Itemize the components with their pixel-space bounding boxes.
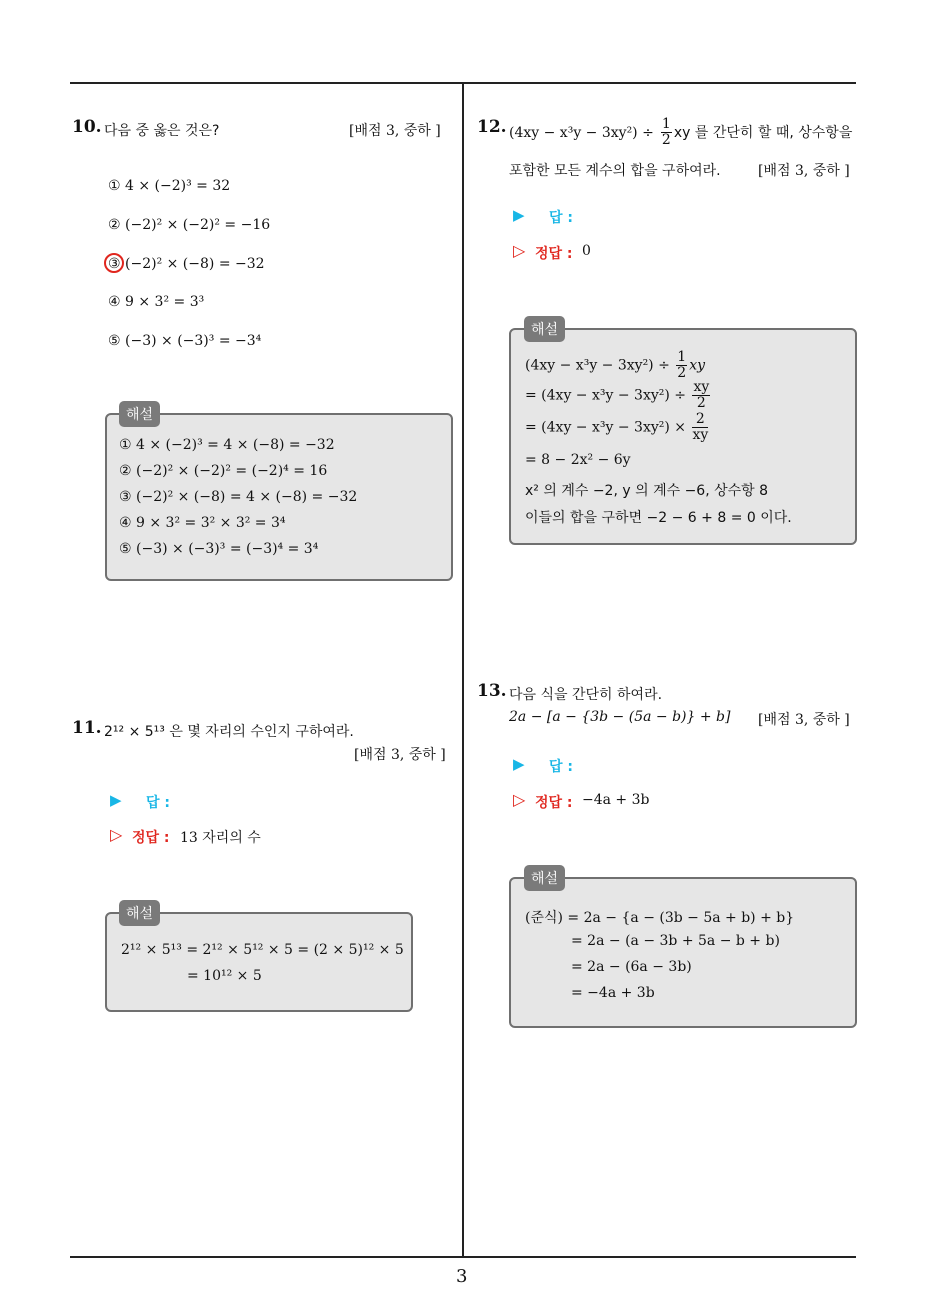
- question-expression: (4xy − x³y − 3xy²) ÷: [509, 125, 654, 141]
- correct-answer: 0: [582, 243, 591, 259]
- correct-answer: 13 자리의 수: [180, 830, 261, 846]
- explanation-line: ④ 9 × 3² = 3² × 3² = 3⁴: [119, 515, 286, 531]
- explanation-box: [509, 328, 857, 545]
- question-rest: xy 를 간단히 할 때, 상수항을: [673, 125, 853, 141]
- explanation-line: = −4a + 3b: [571, 985, 655, 1001]
- explanation-box: [509, 877, 857, 1028]
- score-label: [배점 3, 중하 ]: [349, 123, 441, 139]
- question-number: 13.: [477, 681, 507, 701]
- answer-arrow-icon: ▶: [513, 206, 525, 224]
- answer-arrow-icon: ▶: [513, 755, 525, 773]
- correct-arrow-icon: ▷: [513, 790, 526, 809]
- answer-label: 답 :: [146, 795, 170, 811]
- question-number: 10.: [72, 117, 102, 137]
- explanation-line: ① 4 × (−2)³ = 4 × (−8) = −32: [119, 437, 335, 453]
- score-label: [배점 3, 중하 ]: [354, 747, 446, 763]
- explanation-line: x² 의 계수 −2, y 의 계수 −6, 상수항 8: [525, 483, 769, 499]
- correct-label: 정답 :: [535, 795, 573, 811]
- correct-label: 정답 :: [535, 246, 573, 262]
- explanation-line: ② (−2)² × (−2)² = (−2)⁴ = 16: [119, 463, 328, 479]
- question-text: 다음 식을 간단히 하여라.: [509, 687, 663, 703]
- explanation-line: 2¹² × 5¹³ = 2¹² × 5¹² × 5 = (2 × 5)¹² × 5: [121, 942, 404, 958]
- correct-answer: −4a + 3b: [582, 792, 650, 808]
- score-label: [배점 3, 중하 ]: [758, 163, 850, 179]
- fraction: $\frac{2}{xy}$: [692, 411, 709, 443]
- explanation-box: [105, 912, 413, 1012]
- explanation-line: (4xy − x³y − 3xy²) ÷ $\frac{1}{2}$ xy: [525, 349, 706, 381]
- answer-arrow-icon: ▶: [110, 791, 122, 809]
- choice-4[interactable]: ④ 9 × 3² = 3³: [108, 294, 205, 310]
- choice-5[interactable]: ⑤ (−3) × (−3)³ = −3⁴: [108, 333, 262, 349]
- explanation-tab: 해설: [119, 900, 160, 926]
- column-divider: [462, 82, 464, 1258]
- choice-1[interactable]: ① 4 × (−2)³ = 32: [108, 178, 231, 194]
- answer-label: 답 :: [549, 210, 573, 226]
- explanation-line: = 2a − (6a − 3b): [571, 959, 692, 975]
- explanation-tab: 해설: [524, 865, 565, 891]
- explanation-line: = 2a − (a − 3b + 5a − b + b): [571, 933, 780, 949]
- question-text-line2: 포함한 모든 계수의 합을 구하여라.: [509, 163, 721, 179]
- fraction: $\frac{1}{2}$: [661, 116, 671, 148]
- question-text: 다음 중 옳은 것은?: [104, 123, 220, 139]
- answer-label: 답 :: [549, 759, 573, 775]
- question-text: [509, 117, 852, 148]
- correct-arrow-icon: ▷: [110, 825, 123, 844]
- choice-3[interactable]: ③ (−2)² × (−8) = −32: [108, 256, 265, 272]
- explanation-box: [105, 413, 453, 581]
- bottom-rule: [70, 1256, 856, 1258]
- explanation-line: = 10¹² × 5: [187, 968, 262, 984]
- score-label: [배점 3, 중하 ]: [758, 712, 850, 728]
- page-number: 3: [456, 1266, 468, 1287]
- explanation-tab: 해설: [524, 316, 565, 342]
- explanation-line: = (4xy − x³y − 3xy²) × $\frac{2}{xy}$: [525, 411, 709, 443]
- explanation-line: ⑤ (−3) × (−3)³ = (−3)⁴ = 3⁴: [119, 541, 319, 557]
- explanation-line: = 8 − 2x² − 6y: [525, 452, 631, 468]
- question-text: 2¹² × 5¹³ 은 몇 자리의 수인지 구하여라.: [104, 724, 354, 740]
- choice-2[interactable]: ② (−2)² × (−2)² = −16: [108, 217, 271, 233]
- explanation-line: 이들의 합을 구하면 −2 − 6 + 8 = 0 이다.: [525, 510, 792, 526]
- correct-label: 정답 :: [132, 830, 170, 846]
- question-number: 11.: [72, 718, 102, 738]
- fraction: $\frac{1}{2}$: [677, 349, 687, 381]
- explanation-line: = (4xy − x³y − 3xy²) ÷ $\frac{xy}{2}$: [525, 379, 710, 411]
- question-number: 12.: [477, 117, 507, 137]
- question-expression: 2a − [a − {3b − (5a − b)} + b]: [509, 709, 731, 725]
- answer-circle-mark: [104, 253, 124, 273]
- explanation-tab: 해설: [119, 401, 160, 427]
- fraction: $\frac{xy}{2}$: [693, 379, 710, 411]
- explanation-line: (준식) = 2a − {a − (3b − 5a + b) + b}: [525, 910, 795, 926]
- explanation-line: ③ (−2)² × (−8) = 4 × (−8) = −32: [119, 489, 358, 505]
- correct-arrow-icon: ▷: [513, 241, 526, 260]
